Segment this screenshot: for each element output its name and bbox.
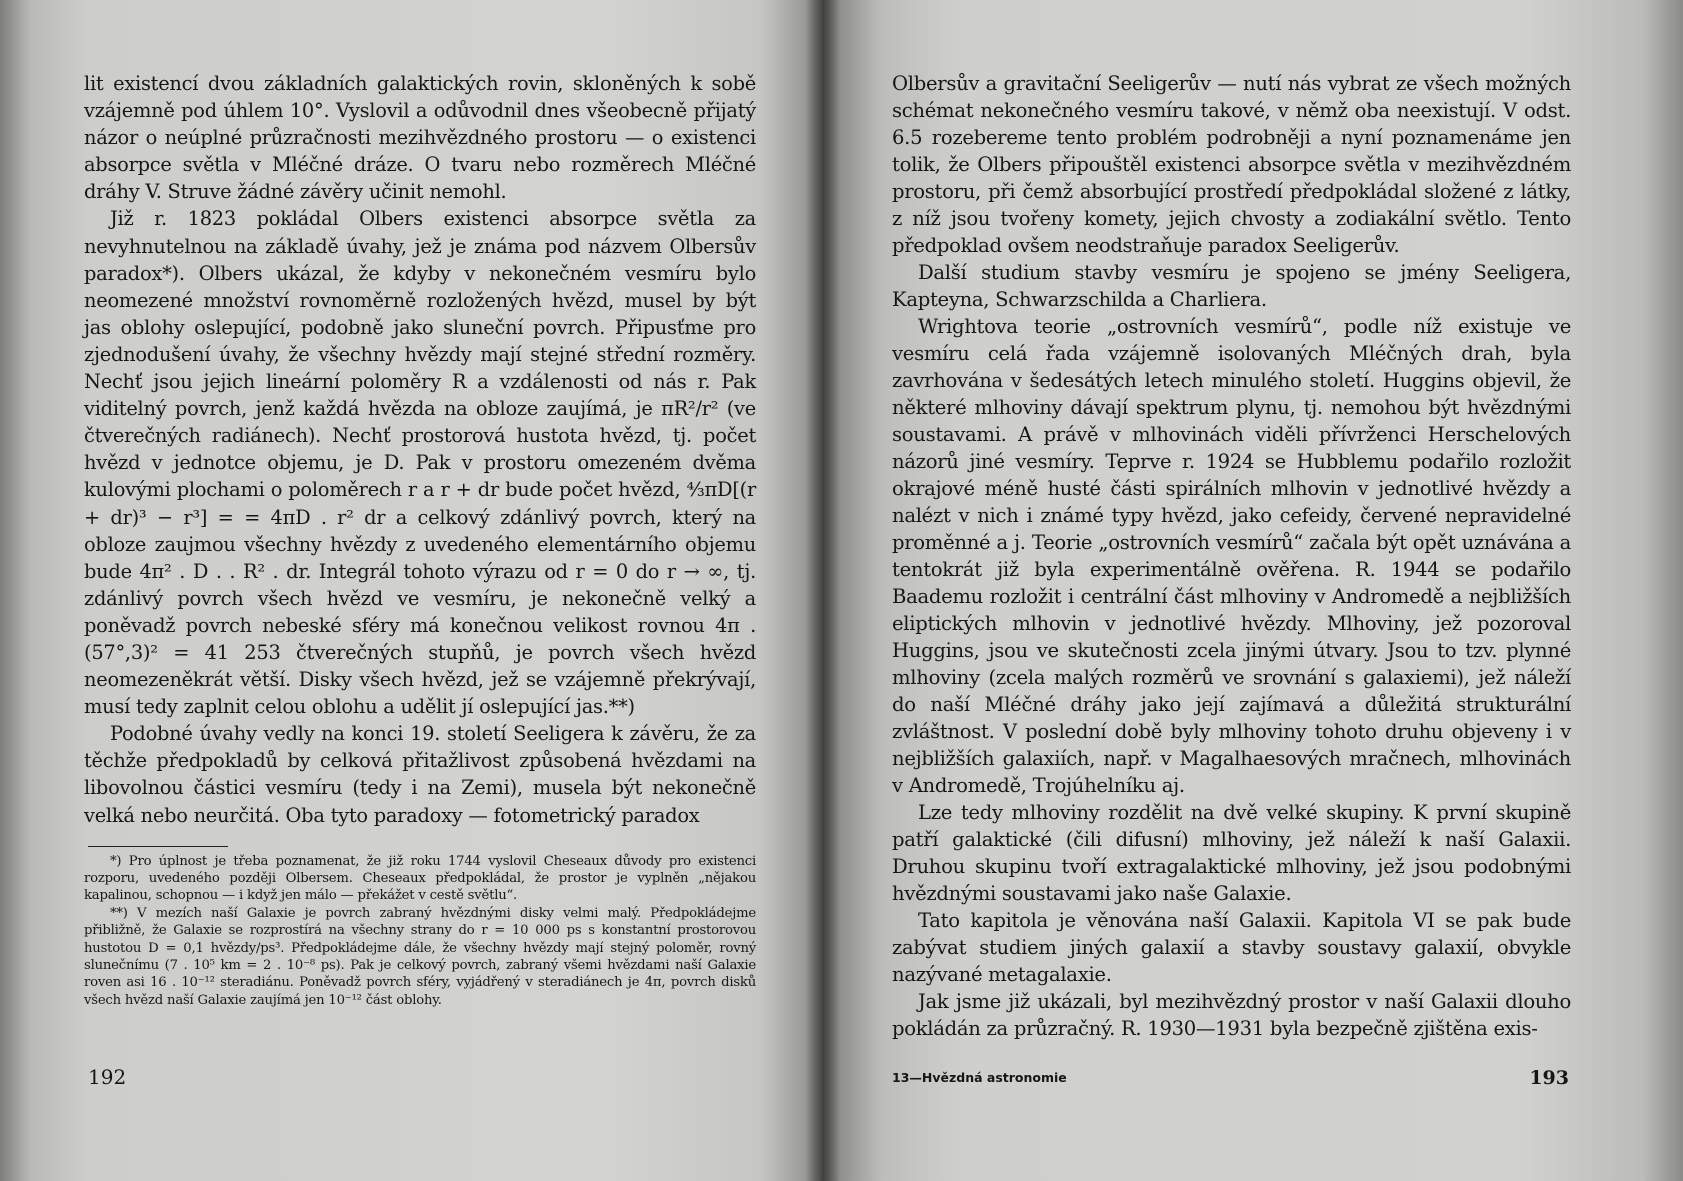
paragraph: Tato kapitola je věnována naší Galaxii. Kapitola VI se pak bude zabývat studiem jiných galaxií a stavby soustavy galaxií, obvykle nazývané metagalaxie.: [892, 909, 1571, 986]
footnote-rule: [88, 846, 228, 847]
footnotes: [84, 853, 756, 1010]
paragraph: Lze tedy mlhoviny rozdělit na dvě velké skupiny. K první skupině patří galaktické (čili difusní) mlhoviny, jež náleží k naší Galaxii. Druhou skupinu tvoří extragalaktické mlhoviny, jež jsou podobnými hvězdnými soustavami jako naše Galaxie.: [892, 801, 1571, 905]
footnote: *) Pro úplnost je třeba poznamenat, že již roku 1744 vyslovil Cheseaux důvody pro existenci rozporu, uvedeného později Olbersem. Cheseaux předpokládal, že prostor je vyplněn „nějakou kapalinou, schopnou — i když jen málo — překážet v cestě světlu“.: [84, 853, 756, 904]
paragraph: Již r. 1823 pokládal Olbers existenci absorpce světla za nevyhnutelnou na základě úvahy, jež je známa pod názvem Olbersův paradox*). Olbers ukázal, že kdyby v nekonečném vesmíru bylo neomezené množství rovnoměrně rozložených hvězd, musel by být jas oblohy oslepující, podobně jako sluneční povrch. Připusťme pro zjednodušení úvahy, že všechny hvězdy mají stejné střední rozměry. Nechť jsou jejich lineární poloměry R a vzdálenosti od nás r. Pak viditelný povrch, jenž každá hvězda na obloze zaujímá, je πR²/r² (ve čtverečných radiánech). Nechť prostorová hustota hvězd, tj. počet hvězd v jednotce objemu, je D. Pak v prostoru omezeném dvěma kulovými plochami o poloměrech r a r + dr bude počet hvězd, ⁴⁄₃πD[(r + dr)³ − r³] = = 4πD . r² dr a celkový zdánlivý povrch, který na obloze zaujmou všechny hvězdy z uvedeného elementárního objemu bude 4π² . D . . R² . dr. Integrál tohoto výrazu od r = 0 do r → ∞, tj. zdánlivý povrch všech hvězd ve vesmíru, je nekonečně velký a poněvadž povrch nebeské sféry má konečnou velikost rovnou 4π . (57°,3)² = 41 253 čtverečných stupňů, je povrch všech hvězd neomezeněkrát větší. Disky všech hvězd, jež se vzájemně překrývají, musí tedy zaplnit celou oblohu a udělit jí oslepující jas.**): [84, 207, 756, 719]
left-page: [0, 0, 822, 1181]
book-gutter: [806, 0, 840, 1181]
paragraph: Olbersův a gravitační Seeligerův — nutí nás vybrat ze všech možných schémat nekonečného vesmíru takové, v němž oba neexistují. V odst. 6.5 rozebereme tento problém podrobněji a nyní poznamenáme jen tolik, že Olbers připouštěl existenci absorpce světla v mezihvězdném prostoru, při čemž absorbující prostředí předpokládal složené z látky, z níž jsou tvořeny komety, jejich chvosty a zodiakální světlo. Tento předpoklad ovšem neodstraňuje paradox Seeligerův.: [892, 72, 1571, 257]
page-number: 193: [1529, 1067, 1569, 1089]
paragraph: lit existencí dvou základních galaktických rovin, skloněných k sobě vzájemně pod úhlem 10°. Vyslovil a odůvodnil dnes všeobecně přijatý názor o neúplné průzračnosti mezihvězdného prostoru — o existenci absorpce světla v Mléčné dráze. O tvaru nebo rozměrech Mléčné dráhy V. Struve žádné závěry učinit nemohl.: [84, 72, 756, 204]
paragraph: Další studium stavby vesmíru je spojeno se jmény Seeligera, Kapteyna, Schwarzschilda a Charliera.: [892, 261, 1571, 311]
paragraph: Wrightova teorie „ostrovních vesmírů“, podle níž existuje ve vesmíru celá řada vzájemně isolovaných Mléčných drah, byla zavrhována v šedesátých letech minulého století. Huggins objevil, že některé mlhoviny dávají spektrum plynu, tj. nemohou být hvězdnými soustavami. A právě v mlhovinách viděli přívrženci Herschelových názorů jiné vesmíry. Teprve r. 1924 se Hubblemu podařilo rozložit okrajové méně husté části spirálních mlhovin v jednotlivé hvězdy a nalézt v nich i známé typy hvězd, jako cefeidy, červené nepravidelné proměnné a j. Teorie „ostrovních vesmírů“ začala být opět uznávána a tentokrát již byla experimentálně ověřena. R. 1944 se podařilo Baademu rozložit i centrální část mlhoviny v Andromedě a nejbližších eliptických mlhovin v jednotlivé hvězdy. Mlhoviny, jež pozoroval Huggins, jsou ve skutečnosti zcela jinými útvary. Jsou to tzv. plynné mlhoviny (zcela malých rozměrů ve srovnání s galaxiemi), jež náleží do naší Mléčné dráhy jako její zajímavá a důležitá strukturální zvláštnost. V poslední době byly mlhoviny tohoto druhu objeveny i v nejbližších galaxiích, např. v Magalhaesových mračnech, mlhovinách v Andromedě, Trojúhelníku aj.: [892, 315, 1571, 797]
left-page-body: [84, 70, 756, 829]
footnote: **) V mezích naší Galaxie je povrch zabraný hvězdnými disky velmi malý. Předpokládejme přibližně, že Galaxie se rozprostírá na všechny strany do r = 10 000 ps s konstantní prostorovou hustotou D = 0,1 hvězdy/ps³. Předpokládejme dále, že všechny hvězdy mají stejný poloměr, rovný slunečnímu (7 . 10⁵ km = 2 . 10⁻⁸ ps). Pak je celkový povrch, zabraný všemi hvězdami naší Galaxie roven asi 16 . 10⁻¹² steradiánu. Poněvadž povrch sféry, vyjádřený v steradiánech je 4π, povrch disků všech hvězd naší Galaxie zaujímá jen 10⁻¹² část oblohy.: [84, 905, 756, 1008]
paragraph: Jak jsme již ukázali, byl mezihvězdný prostor v naší Galaxii dlouho pokládán za průzračný. R. 1930—1931 byla bezpečně zjištěna exis-: [892, 990, 1571, 1040]
printer-signature: 13—Hvězdná astronomie: [892, 1070, 1067, 1085]
right-page: [822, 0, 1683, 1181]
right-page-body: [892, 70, 1571, 1042]
page-number: 192: [88, 1065, 127, 1089]
paragraph: Podobné úvahy vedly na konci 19. století Seeligera k závěru, že za těchže předpokladů by celková přitažlivost způsobená hvězdami na libovolnou částici vesmíru (tedy i na Zemi), musela být nekonečně velká nebo neurčitá. Oba tyto paradoxy — fotometrický paradox: [84, 722, 756, 827]
